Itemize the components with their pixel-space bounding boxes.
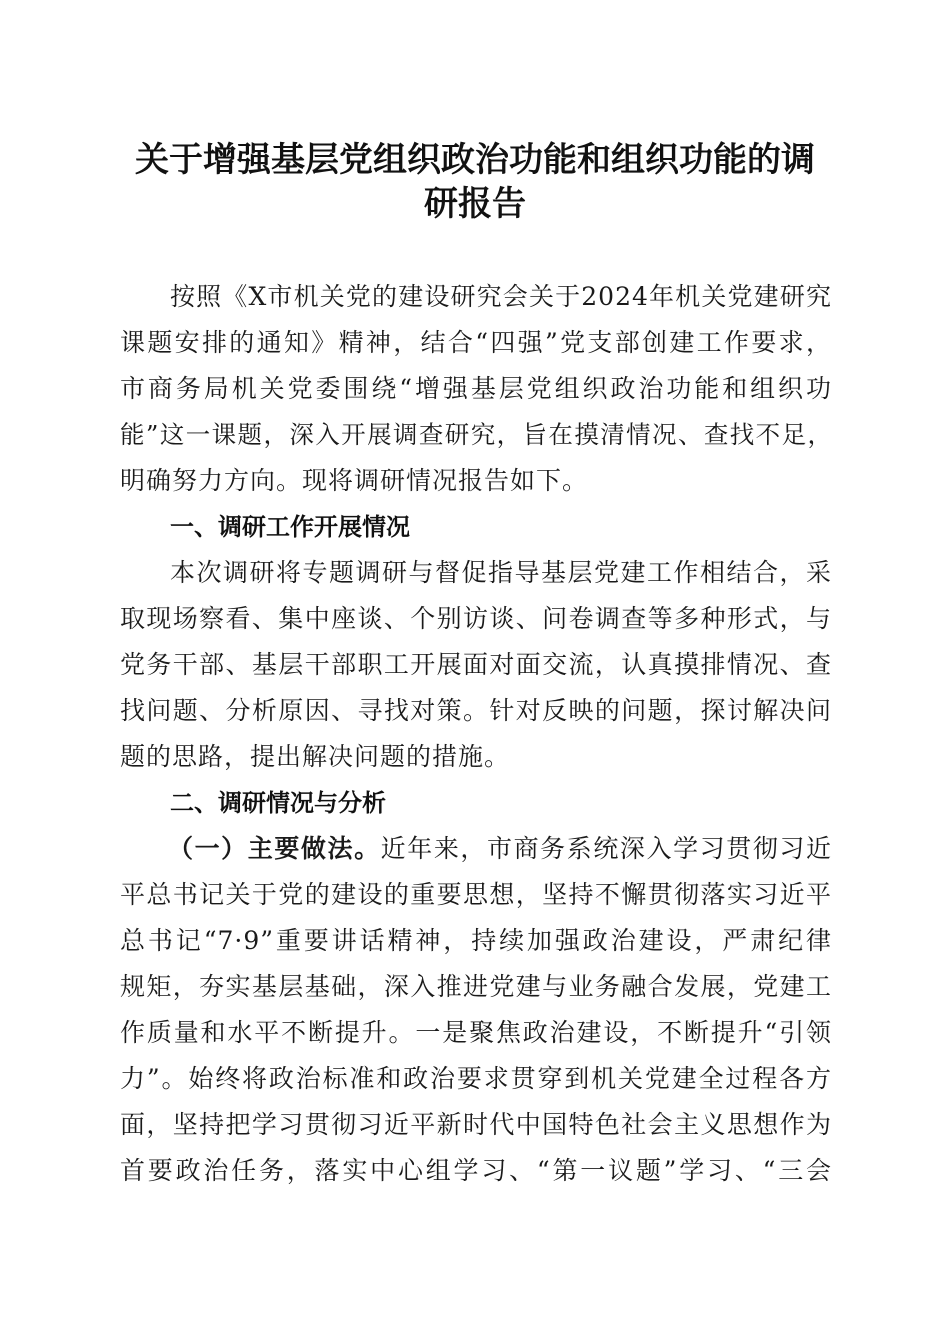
intro-line: 课题安排的通知》精神，结合“四强”党支部创建工作要求， <box>120 328 832 357</box>
section-2-line: 面，坚持把学习贯彻习近平新时代中国特色社会主义思想作为 <box>120 1110 832 1139</box>
section-2-heading: 二、调研情况与分析 <box>170 789 386 817</box>
section-2-line: 规矩，夯实基层基础，深入推进党建与业务融合发展，党建工 <box>120 972 832 1001</box>
intro-line: 能”这一课题，深入开展调查研究，旨在摸清情况、查找不足， <box>120 420 832 449</box>
section-1-line: 党务干部、基层干部职工开展面对面交流，认真摸排情况、查 <box>120 650 832 679</box>
section-2-line: 平总书记关于党的建设的重要思想，坚持不懈贯彻落实习近平 <box>120 880 832 909</box>
intro-line: 明确努力方向。现将调研情况报告如下。 <box>120 466 589 495</box>
section-1-line: 找问题、分析原因、寻找对策。针对反映的问题，探讨解决问 <box>120 696 832 725</box>
section-2-line: 作质量和水平不断提升。一是聚焦政治建设，不断提升“引领 <box>120 1018 832 1047</box>
document-title-line-1: 关于增强基层党组织政治功能和组织功能的调 <box>135 140 815 180</box>
section-2-line: 力”。始终将政治标准和政治要求贯穿到机关党建全过程各方 <box>120 1064 832 1093</box>
section-1-heading: 一、调研工作开展情况 <box>170 513 410 541</box>
section-2-line: 首要政治任务，落实中心组学习、“第一议题”学习、“三会 <box>120 1156 832 1185</box>
section-2-first-line-text: 近年来，市商务系统深入学习贯彻习近 <box>380 834 832 863</box>
document-title-line-2: 研报告 <box>424 184 526 224</box>
intro-line: 按照《X市机关党的建设研究会关于2024年机关党建研究 <box>170 282 832 311</box>
section-2-line: 总书记“7·9”重要讲话精神，持续加强政治建设，严肃纪律 <box>120 926 832 955</box>
section-1-line: 取现场察看、集中座谈、个别访谈、问卷调查等多种形式，与 <box>120 604 832 633</box>
intro-line: 市商务局机关党委围绕“增强基层党组织政治功能和组织功 <box>120 374 832 403</box>
section-1-line: 题的思路，提出解决问题的措施。 <box>120 742 511 771</box>
subsection-1-heading: （一）主要做法。 <box>168 834 381 863</box>
section-1-line: 本次调研将专题调研与督促指导基层党建工作相结合，采 <box>170 558 832 587</box>
section-2-first-line <box>168 826 832 872</box>
